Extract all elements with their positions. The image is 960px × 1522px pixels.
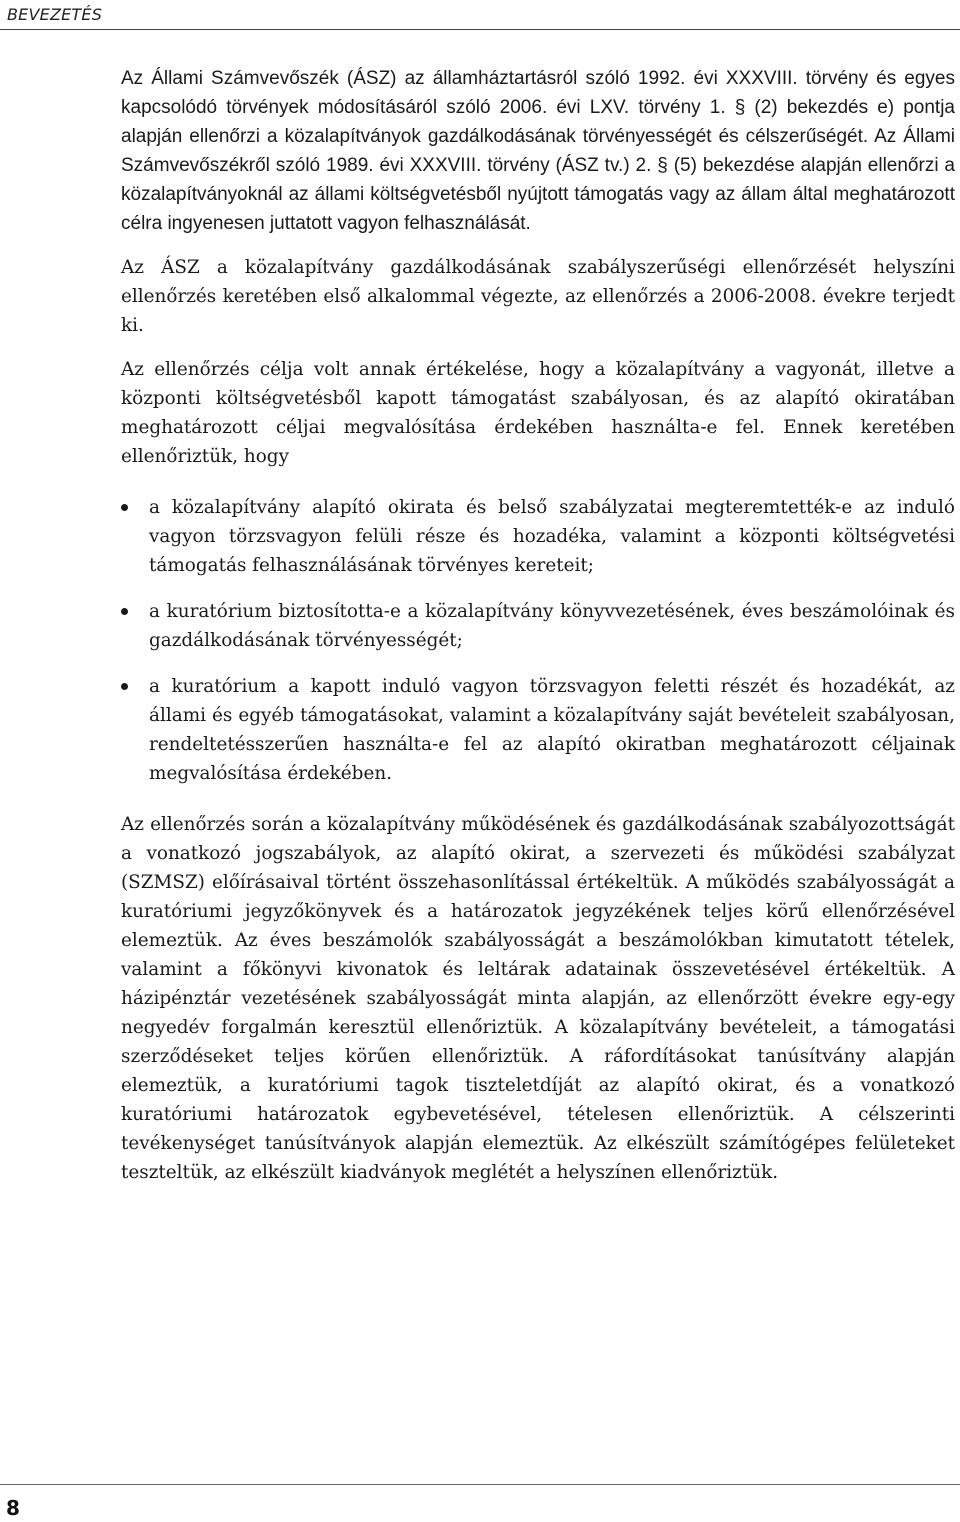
list-item-text: a kuratórium biztosította-e a közalapítvány könyvvezetésének, éves beszámolóinak és gazdálkodásának törvényességét; xyxy=(149,601,955,651)
section-title: BEVEZETÉS xyxy=(7,5,103,24)
list-item xyxy=(121,597,955,655)
list-item xyxy=(121,493,955,580)
page-number: 8 xyxy=(6,1496,20,1520)
intro-paragraph: Az Állami Számvevőszék (ÁSZ) az államháztartásról szóló 1992. évi XXXVIII. törvény és egyes kapcsolódó törvények módosításáról szóló 2006. évi LXV. törvény 1. § (2) bekezdés e) pontja alapján ellenőrzi a közalapítványok gazdálkodásának törvényességét és célszerűségét. Az Állami Számvevőszékről szóló 1989. évi XXXVIII. törvény (ÁSZ tv.) 2. § (5) bekezdése alapján ellenőrzi a közalapítványoknál az állami költségvetésből nyújtott támogatás vagy az állam által meghatározott célra ingyenesen juttatott vagyon felhasználását. xyxy=(121,68,955,234)
list-item-text: a közalapítvány alapító okirata és belső szabályzatai megteremtették-e az induló vagyon törzsvagyon felüli része és hozadéka, valamint a központi költségvetési támogatás felhasználásának törvényes kereteit; xyxy=(149,497,955,576)
scope-paragraph: Az ÁSZ a közalapítvány gazdálkodásának szabályszerűségi ellenőrzését helyszíni ellenőrzés keretében első alkalommal végezte, az ellenőrzés a 2006-2008. évekre terjedt ki. xyxy=(121,257,955,336)
header-divider xyxy=(0,29,960,30)
bullet-icon xyxy=(121,504,128,511)
objective-list xyxy=(121,493,955,788)
list-item-text: a kuratórium a kapott induló vagyon törzsvagyon feletti részét és hozadékát, az állami és egyéb támogatásokat, valamint a közalapítvány saját bevételeit szabályosan, rendeltetésszerűen használta-e fel az alapító okiratban meghatározott céljainak megvalósítása érdekében. xyxy=(149,676,955,784)
page-header xyxy=(0,0,960,30)
bullet-icon xyxy=(121,608,128,615)
methodology-paragraph: Az ellenőrzés során a közalapítvány működésének és gazdálkodásának szabályozottságát a vonatkozó jogszabályok, az alapító okirat, a szervezeti és működési szabályzat (SZMSZ) előírásaival történt összehasonlítással értékeltük. A működés szabályosságát a kuratóriumi jegyzőkönyvek és a határozatok jegyzékének teljes körű ellenőrzésével elemeztük. Az éves beszámolók szabályosságát a beszámolókban kimutatott tételek, valamint a főkönyvi kivonatok és leltárak adatainak összevetésével értékeltük. A házipénztár vezetésének szabályosságát minta alapján, az ellenőrzött évekre egy-egy negyedév forgalmán keresztül ellenőriztük. A közalapítvány bevételeit, a támogatási szerződéseket teljes körűen ellenőriztük. A ráfordításokat tanúsítvány alapján elemeztük, a kuratóriumi tagok tiszteletdíját az alapító okirat, és a vonatkozó kuratóriumi határozatok egybevetésével, tételesen ellenőriztük. A célszerinti tevékenységet tanúsítványok alapján elemeztük. Az elkészült számítógépes felületeket teszteltük, az elkészült kiadványok meglétét a helyszínen ellenőriztük. xyxy=(121,814,955,1183)
list-item xyxy=(121,672,955,788)
objective-paragraph: Az ellenőrzés célja volt annak értékelése, hogy a közalapítvány a vagyonát, illetve a központi költségvetésből kapott támogatást szabályosan, és az alapító okiratában meghatározott céljai megvalósítása érdekében használta-e fel. Ennek keretében ellenőriztük, hogy xyxy=(121,359,955,467)
bullet-icon xyxy=(121,683,128,690)
footer-divider xyxy=(0,1484,960,1485)
main-content xyxy=(121,64,955,1187)
